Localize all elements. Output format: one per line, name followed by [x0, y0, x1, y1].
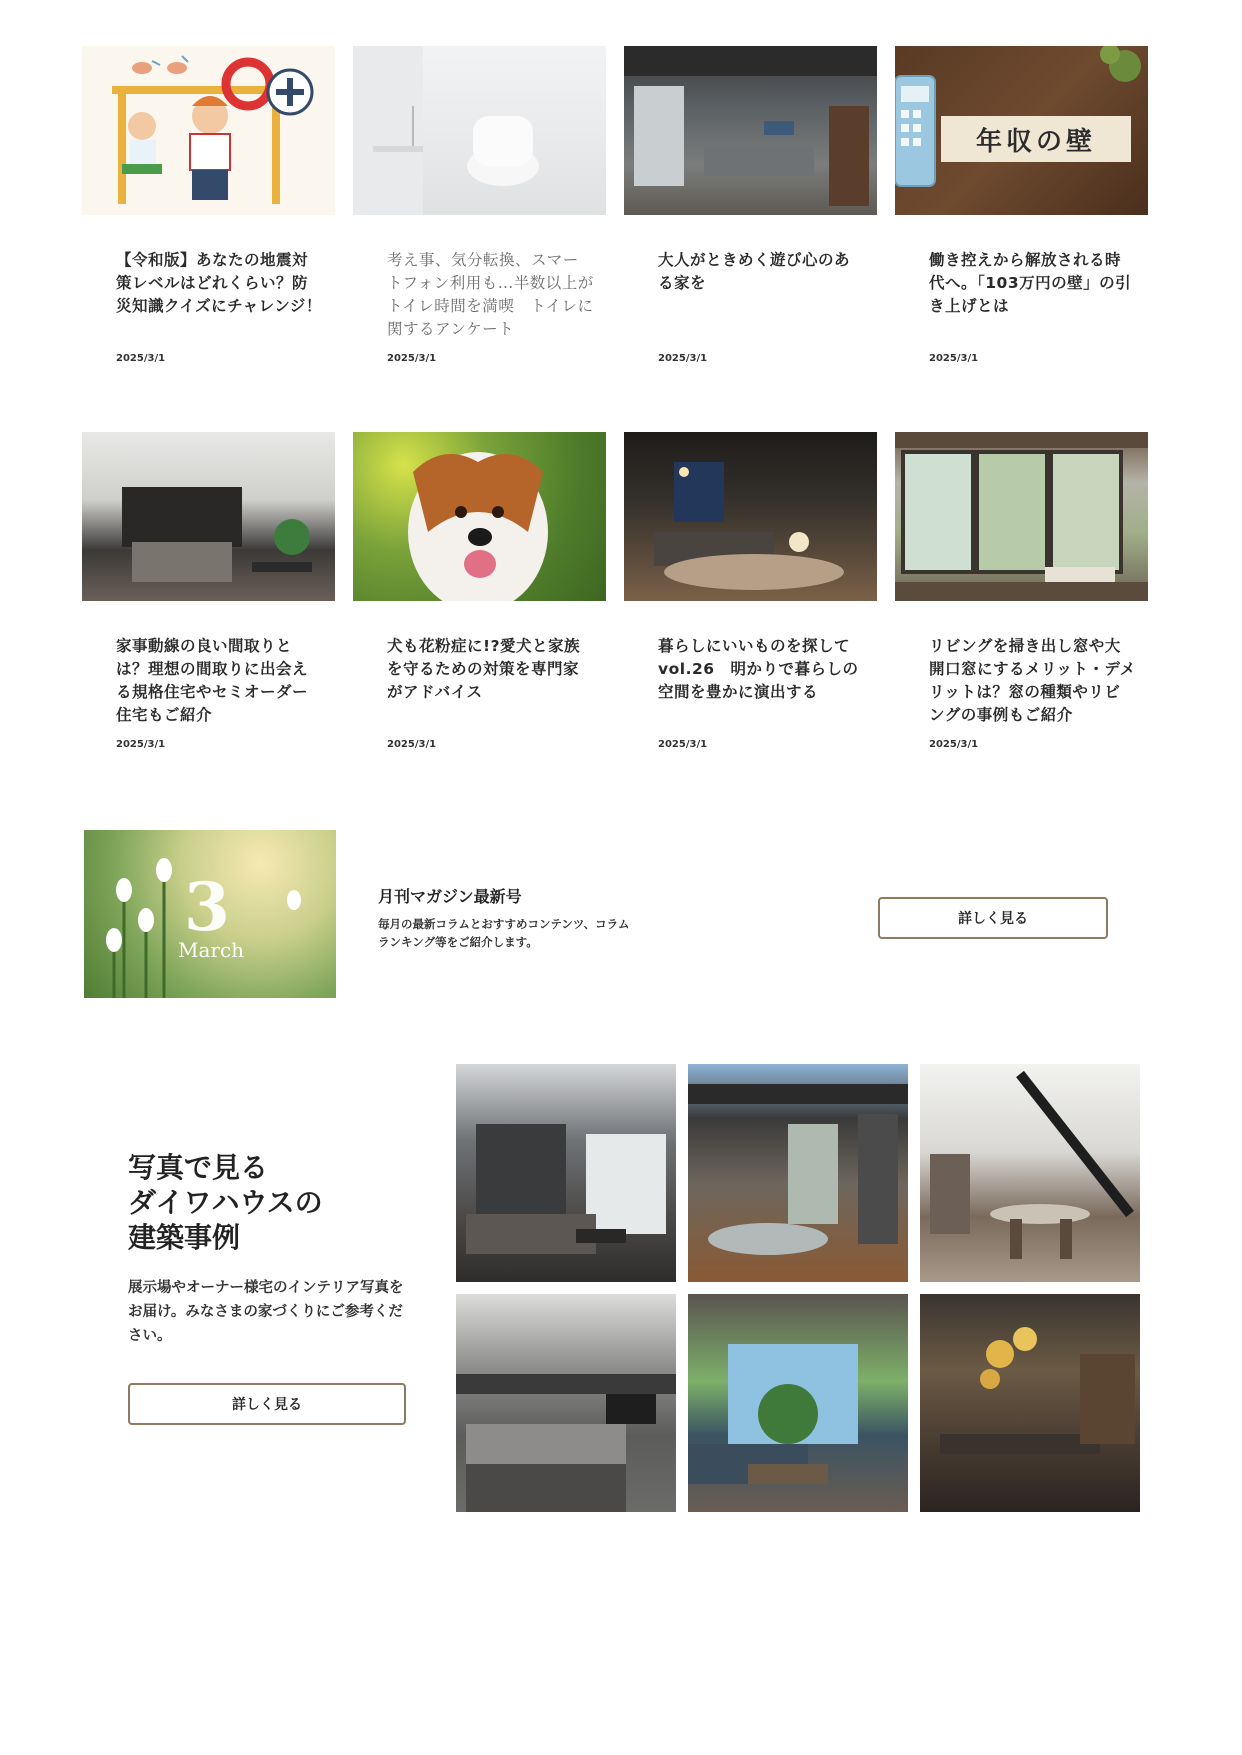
living-room-photo-icon — [624, 46, 877, 215]
gallery-heading-line: 建築事例 — [128, 1221, 241, 1254]
atrium-living-photo-icon — [456, 1064, 676, 1282]
garden-view-living-photo-icon — [688, 1294, 908, 1512]
article-card[interactable] — [895, 432, 1148, 750]
magazine-detail-button[interactable]: 詳しく見る — [878, 897, 1108, 939]
toilet-photo-icon — [353, 46, 606, 215]
magazine-issue-month: March — [178, 938, 245, 962]
gallery-heading — [128, 1150, 323, 1255]
article-card[interactable] — [895, 46, 1148, 364]
article-grid-row-2 — [82, 432, 1150, 750]
pendant-dining-photo-icon — [920, 1294, 1140, 1512]
sign-text: 年収の壁 — [975, 126, 1096, 157]
article-thumbnail[interactable] — [82, 46, 335, 215]
article-title[interactable]: 【令和版】あなたの地震対策レベルはどれくらい？防災知識クイズにチャレンジ！ — [116, 251, 322, 315]
magazine-title: 月刊マガジン最新号 — [378, 887, 522, 906]
article-card[interactable] — [353, 432, 606, 750]
article-title[interactable]: 犬も花粉症に!?愛犬と家族を守るための対策を専門家がアドバイス — [387, 637, 581, 701]
article-date: 2025/3/1 — [929, 353, 979, 364]
gallery-description: 展示場やオーナー様宅のインテリア写真をお届け。みなさまの家づくりにご参考ください。 — [128, 1280, 404, 1344]
window-photo-icon — [895, 432, 1148, 601]
quiz-illustration-icon — [82, 46, 335, 215]
glass-table-living-photo-icon — [688, 1064, 908, 1282]
lounge-photo-icon — [624, 432, 877, 601]
article-thumbnail[interactable] — [353, 432, 606, 601]
article-card[interactable] — [624, 46, 877, 364]
gallery-heading-line: ダイワハウスの — [128, 1186, 323, 1219]
gallery-photo[interactable] — [456, 1064, 676, 1282]
gallery-photo[interactable] — [456, 1294, 676, 1512]
gallery-photo[interactable] — [920, 1064, 1140, 1282]
magazine-cover[interactable] — [84, 830, 336, 998]
article-title[interactable]: 考え事、気分転換、スマートフォン利用も…半数以上がトイレ時間を満喫 トイレに関するアンケート — [387, 251, 594, 338]
gallery-detail-button[interactable]: 詳しく見る — [128, 1383, 406, 1425]
article-card[interactable] — [353, 46, 606, 364]
stair-dining-photo-icon — [920, 1064, 1140, 1282]
article-title[interactable]: リビングを掃き出し窓や大開口窓にするメリット・デメリットは？窓の種類やリビングの事例もご紹介 — [929, 637, 1136, 724]
magazine-issue-number: 3 — [184, 868, 230, 946]
article-thumbnail[interactable] — [353, 46, 606, 215]
article-thumbnail[interactable] — [895, 432, 1148, 601]
article-thumbnail[interactable] — [895, 46, 1148, 215]
article-date: 2025/3/1 — [387, 739, 437, 750]
article-title[interactable]: 暮らしにいいものを探して vol.26 明かりで暮らしの空間を豊かに演出する — [658, 637, 859, 701]
magazine-banner — [84, 830, 1150, 998]
article-thumbnail[interactable] — [82, 432, 335, 601]
article-date: 2025/3/1 — [387, 353, 437, 364]
article-date: 2025/3/1 — [116, 353, 166, 364]
article-card[interactable] — [82, 432, 335, 750]
article-thumbnail[interactable] — [624, 46, 877, 215]
article-date: 2025/3/1 — [929, 739, 979, 750]
article-thumbnail[interactable] — [624, 432, 877, 601]
article-date: 2025/3/1 — [116, 739, 166, 750]
article-title[interactable]: 大人がときめく遊び心のある家を — [658, 251, 851, 292]
gallery-photo[interactable] — [688, 1294, 908, 1512]
dog-photo-icon — [353, 432, 606, 601]
gallery-photo-grid — [456, 1064, 1140, 1512]
gallery-photo[interactable] — [688, 1064, 908, 1282]
magazine-description: 毎月の最新コラムとおすすめコンテンツ、コラムランキング等をご紹介します。 — [378, 917, 630, 949]
article-title[interactable]: 家事動線の良い間取りとは？理想の間取りに出会える規格住宅やセミオーダー住宅もご紹介 — [116, 637, 309, 724]
kitchen-photo-icon — [82, 432, 335, 601]
kitchen-island-photo-icon — [456, 1294, 676, 1512]
article-title[interactable]: 働き控えから解放される時代へ。「103万円の壁」の引き上げとは — [929, 251, 1132, 315]
article-card[interactable] — [624, 432, 877, 750]
gallery-photo[interactable] — [920, 1294, 1140, 1512]
article-card[interactable] — [82, 46, 335, 364]
gallery-heading-line: 写真で見る — [128, 1151, 269, 1184]
article-date: 2025/3/1 — [658, 353, 708, 364]
article-grid-row-1 — [82, 46, 1150, 364]
article-date: 2025/3/1 — [658, 739, 708, 750]
